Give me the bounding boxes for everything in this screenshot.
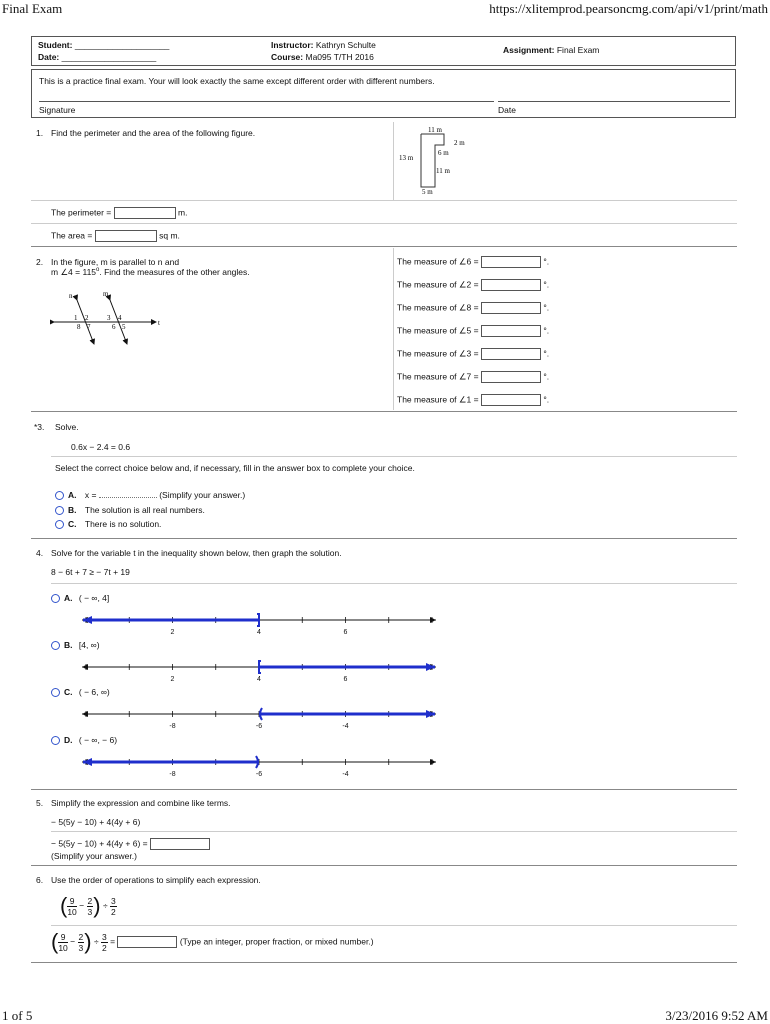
q2-measure-label: The measure of ∠7 = bbox=[397, 371, 479, 382]
choice-letter: D. bbox=[64, 735, 73, 745]
radio-button[interactable] bbox=[55, 506, 64, 515]
q2-prompt-rest: . Find the measures of the other angles. bbox=[99, 267, 250, 277]
q6-number: 6. bbox=[36, 875, 44, 885]
q2-measure-row bbox=[397, 256, 549, 279]
numberline-solution-arrow bbox=[83, 616, 92, 624]
numberline-arrow-right bbox=[430, 759, 436, 765]
q6-answer-frac1-num: 9 bbox=[58, 932, 67, 943]
q6-minus: − bbox=[79, 900, 85, 911]
q3-simplify-note: (Simplify your answer.) bbox=[159, 490, 246, 500]
q2-angle8-input[interactable] bbox=[481, 302, 541, 314]
q4-end bbox=[31, 789, 737, 790]
q1-fig-label-6: 6 m bbox=[438, 149, 449, 157]
numberline-tick-label: 6 bbox=[343, 676, 348, 683]
q4-sep bbox=[51, 583, 737, 584]
radio-button[interactable] bbox=[51, 736, 60, 745]
q4-numberline-d bbox=[78, 752, 440, 780]
q2-fig-1: 1 bbox=[74, 314, 78, 322]
q6-note: (Type an integer, proper fraction, or mixed number.) bbox=[179, 936, 374, 947]
q4-numberline-a bbox=[78, 610, 440, 638]
q1-sep2 bbox=[31, 223, 737, 224]
q2-fig-5: 5 bbox=[122, 323, 126, 331]
q2-measures bbox=[397, 256, 549, 417]
instructor-row bbox=[271, 40, 376, 50]
q6-frac3 bbox=[110, 896, 117, 917]
q5-answer-row bbox=[51, 838, 210, 850]
assignment-row bbox=[503, 45, 599, 55]
perimeter-unit: m. bbox=[178, 207, 188, 218]
q6-answer-divide: ÷ bbox=[93, 936, 99, 947]
q5-number: 5. bbox=[36, 798, 44, 808]
q6-sep bbox=[51, 925, 737, 926]
q2-measure-unit: °. bbox=[543, 348, 550, 359]
q2-fig-4: 4 bbox=[118, 314, 122, 322]
choice-letter: C. bbox=[64, 687, 73, 697]
q2-measure-label: The measure of ∠2 = bbox=[397, 279, 479, 290]
radio-button[interactable] bbox=[55, 520, 64, 529]
course-label: Course: bbox=[271, 52, 304, 62]
numberline-tick-label: -4 bbox=[342, 723, 349, 730]
q2-prompt-line2 bbox=[51, 267, 250, 278]
area-input[interactable] bbox=[95, 230, 157, 242]
q6-answer-frac3-num: 3 bbox=[102, 931, 107, 942]
q2-angle2-input[interactable] bbox=[481, 279, 541, 291]
date-line bbox=[498, 101, 730, 102]
notice-box bbox=[31, 69, 736, 118]
q2-angle5-input[interactable] bbox=[481, 325, 541, 337]
q6-frac3-num: 3 bbox=[111, 895, 116, 906]
q2-measure-row bbox=[397, 302, 549, 325]
q2-fig-m: m bbox=[103, 290, 109, 298]
numberline-tick-label: -6 bbox=[255, 723, 263, 730]
instructor-value: Kathryn Schulte bbox=[315, 40, 376, 50]
q4-numberline-b bbox=[78, 657, 440, 685]
q1-prompt: Find the perimeter and the area of the following figure. bbox=[51, 128, 256, 138]
numberline-tick-label: 2 bbox=[170, 676, 175, 683]
q1-figure bbox=[395, 122, 475, 198]
radio-button[interactable] bbox=[51, 641, 60, 650]
q4-choice-a[interactable] bbox=[51, 593, 109, 603]
q2-measure-label: The measure of ∠8 = bbox=[397, 302, 479, 313]
q6-answer-frac1 bbox=[58, 932, 67, 953]
q2-angle1-input[interactable] bbox=[481, 394, 541, 406]
q1-end bbox=[31, 246, 737, 247]
q2-measure-row bbox=[397, 279, 549, 302]
radio-button[interactable] bbox=[55, 491, 64, 500]
course-value: Ma095 T/TH 2016 bbox=[305, 52, 374, 62]
date-line: ____________________ bbox=[61, 52, 157, 62]
q6-answer-frac1-den: 10 bbox=[58, 942, 68, 953]
signature-label: Signature bbox=[39, 105, 76, 115]
q6-frac2-den: 3 bbox=[87, 906, 93, 917]
choice-letter: A. bbox=[64, 593, 73, 603]
q3-answer-input[interactable] bbox=[99, 489, 157, 498]
q2-fig-3: 3 bbox=[107, 314, 111, 322]
q6-frac1-num: 9 bbox=[67, 896, 76, 907]
q2-fig-8: 8 bbox=[77, 323, 81, 331]
numberline-solution-arrow bbox=[426, 663, 435, 671]
q6-answer-paren-close: ) bbox=[84, 929, 92, 954]
q2-measure-row bbox=[397, 325, 549, 348]
q2-measure-label: The measure of ∠3 = bbox=[397, 348, 479, 359]
date-row bbox=[38, 52, 156, 62]
q6-answer-row bbox=[51, 929, 374, 955]
q4-choice-d[interactable] bbox=[51, 735, 117, 745]
q6-answer-input[interactable] bbox=[117, 936, 177, 948]
q3-number: *3. bbox=[34, 422, 45, 432]
student-row bbox=[38, 40, 169, 50]
q4-choice-c[interactable] bbox=[51, 687, 110, 697]
q4-inequality: 8 − 6t + 7 ≥ − 7t + 19 bbox=[51, 567, 130, 577]
q2-fig-t: t bbox=[158, 319, 160, 327]
q2-fig-7: 7 bbox=[87, 323, 91, 331]
q2-prompt-line1: In the figure, m is parallel to n and bbox=[51, 257, 180, 267]
q2-fig-n: n bbox=[69, 292, 73, 300]
q2-measure-unit: °. bbox=[543, 394, 550, 405]
q6-expression bbox=[60, 893, 117, 919]
notice-date-label: Date bbox=[498, 105, 516, 115]
numberline-arrow-left bbox=[82, 664, 88, 670]
q2-measure-unit: °. bbox=[543, 302, 550, 313]
q3-instruction: Select the correct choice below and, if necessary, fill in the answer box to complete your choice. bbox=[55, 463, 415, 473]
q4-number: 4. bbox=[36, 548, 44, 558]
q1-number: 1. bbox=[36, 128, 44, 138]
q1-divider bbox=[393, 122, 394, 200]
choice-letter: A. bbox=[68, 490, 77, 500]
print-url: https://xlitemprod.pearsoncmg.com/api/v1/print/math bbox=[489, 1, 768, 16]
numberline-tick-label: 4 bbox=[257, 629, 261, 636]
q2-measure-label: The measure of ∠1 = bbox=[397, 394, 479, 405]
q2-angle6-input[interactable] bbox=[481, 256, 541, 268]
q3-end bbox=[31, 538, 737, 539]
q6-frac1 bbox=[67, 896, 76, 917]
radio-button[interactable] bbox=[51, 688, 60, 697]
assignment-label: Assignment: bbox=[503, 45, 555, 55]
choice-interval: ( − ∞, 4] bbox=[78, 593, 110, 603]
q1-fig-label-2: 2 m bbox=[454, 139, 465, 147]
numberline-tick-label: 6 bbox=[343, 629, 348, 636]
area-label: The area = bbox=[51, 230, 93, 241]
q2-figure bbox=[50, 290, 165, 350]
q3-sep bbox=[51, 456, 737, 457]
radio-button[interactable] bbox=[51, 594, 60, 603]
numberline-solution-arrow bbox=[83, 758, 92, 766]
q1-fig-label-13: 13 m bbox=[399, 154, 414, 162]
q4-numberline-c bbox=[78, 704, 440, 732]
q1-sep bbox=[31, 200, 737, 201]
header-box bbox=[31, 36, 736, 66]
q5-expression: − 5(5y − 10) + 4(4y + 6) bbox=[51, 817, 141, 827]
q2-measure-row bbox=[397, 371, 549, 394]
notice-text: This is a practice final exam. Your will look exactly the same except different order with different numbers. bbox=[39, 76, 435, 86]
q2-fig-6: 6 bbox=[112, 323, 116, 331]
numberline-arrow-left bbox=[82, 711, 88, 717]
numberline-arrow-right bbox=[430, 617, 436, 623]
q3-prompt: Solve. bbox=[55, 422, 79, 432]
numberline-tick-label: 4 bbox=[257, 676, 261, 683]
numberline-tick-label: 2 bbox=[170, 629, 175, 636]
q2-measure-row bbox=[397, 394, 549, 417]
q5-sep bbox=[51, 831, 737, 832]
area-unit: sq m. bbox=[159, 230, 180, 241]
student-label: Student: bbox=[38, 40, 73, 50]
date-label: Date: bbox=[38, 52, 60, 62]
q2-measure-unit: °. bbox=[543, 371, 550, 382]
q2-measure-label: The measure of ∠6 = bbox=[397, 256, 479, 267]
q2-angle3-input[interactable] bbox=[481, 348, 541, 360]
q4-prompt: Solve for the variable t in the inequality shown below, then graph the solution. bbox=[51, 548, 342, 558]
q2-measure-label: The measure of ∠5 = bbox=[397, 325, 479, 336]
choice-letter: B. bbox=[68, 505, 77, 515]
q3-choice-c[interactable] bbox=[55, 519, 161, 529]
q5-answer-label: − 5(5y − 10) + 4(4y + 6) = bbox=[51, 838, 148, 849]
q1-fig-label-top: 11 m bbox=[428, 126, 442, 134]
numberline-tick-label: -6 bbox=[255, 771, 263, 778]
q1-fig-label-5: 5 m bbox=[422, 188, 433, 196]
q3-choice-a[interactable] bbox=[55, 489, 245, 500]
q2-end bbox=[31, 411, 737, 412]
q2-divider bbox=[393, 248, 394, 410]
choice-interval: ( − 6, ∞) bbox=[78, 687, 110, 697]
choice-letter: B. bbox=[64, 640, 73, 650]
q6-frac1-den: 10 bbox=[67, 906, 77, 917]
choice-letter: C. bbox=[68, 519, 77, 529]
q4-choice-b[interactable] bbox=[51, 640, 100, 650]
numberline-tick-label: -4 bbox=[342, 771, 349, 778]
print-title: Final Exam bbox=[2, 1, 63, 16]
q2-measure-unit: °. bbox=[543, 256, 550, 267]
perimeter-input[interactable] bbox=[114, 207, 176, 219]
area-row bbox=[51, 230, 180, 242]
q3-x-label: x = bbox=[84, 490, 97, 500]
q6-frac2-num: 2 bbox=[87, 895, 93, 906]
q6-end bbox=[31, 962, 737, 963]
q5-prompt: Simplify the expression and combine like terms. bbox=[51, 798, 231, 808]
course-row bbox=[271, 52, 374, 62]
numberline-tick-label: -8 bbox=[169, 771, 176, 778]
q1-fig-label-11-right: 11 m bbox=[436, 167, 450, 175]
perimeter-row bbox=[51, 207, 187, 219]
q2-angle-given: m ∠4 = 115 bbox=[51, 267, 97, 277]
choice-interval: ( − ∞, − 6) bbox=[78, 735, 118, 745]
q3-choice-b[interactable] bbox=[55, 505, 205, 515]
q5-answer-input[interactable] bbox=[150, 838, 210, 850]
page-number: 1 of 5 bbox=[2, 1008, 33, 1023]
q5-end bbox=[31, 865, 737, 866]
q2-degree-sup: o bbox=[96, 267, 100, 274]
perimeter-label: The perimeter = bbox=[51, 207, 112, 218]
choice-text: There is no solution. bbox=[84, 519, 162, 529]
q2-fig-2: 2 bbox=[85, 314, 89, 322]
q6-answer-frac3 bbox=[101, 932, 108, 953]
q2-measure-unit: °. bbox=[543, 325, 550, 336]
q6-answer-frac3-den: 2 bbox=[102, 942, 107, 953]
choice-text: The solution is all real numbers. bbox=[84, 505, 205, 515]
q6-paren-close: ) bbox=[93, 893, 101, 918]
numberline-tick-label: -8 bbox=[169, 723, 176, 730]
q2-number: 2. bbox=[36, 257, 44, 267]
q6-answer-paren-open: ( bbox=[51, 929, 59, 954]
instructor-label: Instructor: bbox=[271, 40, 314, 50]
numberline-solution-arrow bbox=[426, 710, 435, 718]
q2-measure-row bbox=[397, 348, 549, 371]
q3-equation: 0.6x − 2.4 = 0.6 bbox=[71, 442, 131, 452]
student-line: ____________________ bbox=[74, 40, 170, 50]
q6-answer-frac2-den: 3 bbox=[78, 942, 84, 953]
q6-answer-minus: − bbox=[70, 936, 76, 947]
q6-prompt: Use the order of operations to simplify each expression. bbox=[51, 875, 261, 885]
q6-paren-open: ( bbox=[60, 893, 68, 918]
assignment-value: Final Exam bbox=[556, 45, 600, 55]
q6-frac3-den: 2 bbox=[111, 906, 116, 917]
q2-measure-unit: °. bbox=[543, 279, 550, 290]
choice-interval: [4, ∞) bbox=[78, 640, 100, 650]
q6-equals: = bbox=[110, 936, 116, 947]
q2-angle7-input[interactable] bbox=[481, 371, 541, 383]
signature-line bbox=[39, 101, 494, 102]
q6-divide: ÷ bbox=[102, 900, 108, 911]
q6-answer-frac2-num: 2 bbox=[78, 931, 84, 942]
q5-note: (Simplify your answer.) bbox=[51, 851, 137, 861]
print-datetime: 3/23/2016 9:52 AM bbox=[665, 1008, 768, 1023]
